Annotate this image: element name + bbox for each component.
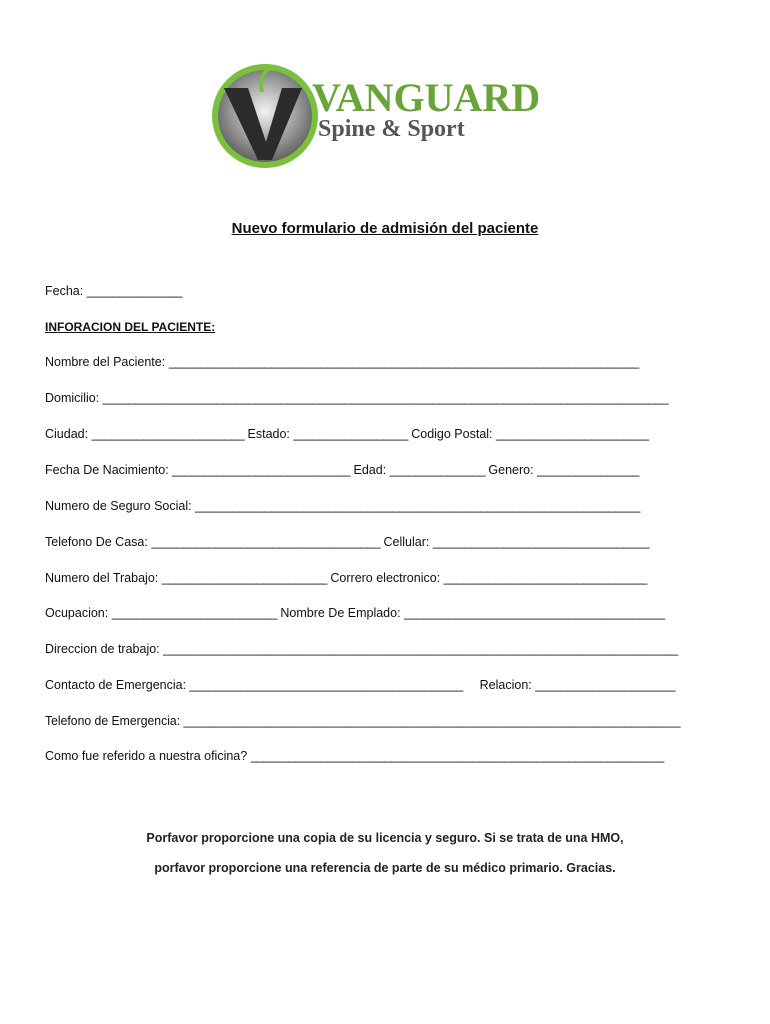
ocupacion-row xyxy=(45,605,664,621)
genero-field[interactable]: ________________ xyxy=(537,463,639,477)
telefono-casa-field[interactable]: ____________________________________ xyxy=(151,535,380,549)
telefono-row xyxy=(45,534,649,550)
fecha-nacimiento-label: Fecha De Nacimiento: xyxy=(45,463,169,477)
empleado-label: Nombre De Emplado: xyxy=(280,606,401,620)
numero-trabajo-label: Numero del Trabajo: xyxy=(45,571,159,585)
fecha-label: Fecha: xyxy=(45,284,84,298)
cellular-field[interactable]: __________________________________ xyxy=(432,535,649,549)
seguro-social-label: Numero de Seguro Social: xyxy=(45,499,192,513)
note-line-1: Porfavor proporcione una copia de su licencia y seguro. Si se trata de una HMO, xyxy=(146,831,624,845)
edad-field[interactable]: _______________ xyxy=(389,463,485,477)
correo-label: Correro electronico: xyxy=(330,571,441,585)
numero-trabajo-field[interactable]: __________________________ xyxy=(161,571,327,585)
ocupacion-label: Ocupacion: xyxy=(45,606,109,620)
genero-label: Genero: xyxy=(488,463,534,477)
empleado-field[interactable]: _________________________________________ xyxy=(404,606,665,620)
direccion-trabajo-row xyxy=(45,641,678,657)
codigo-postal-field[interactable]: ________________________ xyxy=(496,427,649,441)
telefono-emergencia-label: Telefono de Emergencia: xyxy=(45,714,181,728)
edad-label: Edad: xyxy=(353,463,387,477)
relacion-label: Relacion: xyxy=(479,678,532,692)
emergencia-row xyxy=(45,677,675,693)
contacto-emergencia-label: Contacto de Emergencia: xyxy=(45,678,187,692)
telefono-casa-label: Telefono De Casa: xyxy=(45,535,148,549)
fecha-field[interactable]: _______________ xyxy=(86,284,182,298)
trabajo-correo-row xyxy=(45,570,647,586)
section-heading: INFORACION DEL PACIENTE: xyxy=(45,320,216,334)
nombre-paciente-label: Nombre del Paciente: xyxy=(45,355,166,369)
correo-field[interactable]: ________________________________ xyxy=(443,571,647,585)
cellular-label: Cellular: xyxy=(383,535,430,549)
ciudad-label: Ciudad: xyxy=(45,427,89,441)
telefono-emergencia-row xyxy=(45,713,680,729)
logo-brand: VANGUARD xyxy=(312,75,541,120)
direccion-trabajo-label: Direccion de trabajo: xyxy=(45,642,160,656)
note-line-2: porfavor proporcione una referencia de parte de su médico primario. Gracias. xyxy=(154,861,616,875)
form-title: Nuevo formulario de admisión del paciente xyxy=(231,220,539,237)
nombre-paciente-row xyxy=(45,354,639,370)
fecha-row xyxy=(45,283,182,299)
domicilio-label: Domicilio: xyxy=(45,391,100,405)
codigo-postal-label: Codigo Postal: xyxy=(411,427,493,441)
domicilio-row xyxy=(45,390,668,406)
ciudad-row xyxy=(45,426,648,442)
ocupacion-field[interactable]: __________________________ xyxy=(111,606,277,620)
referido-label: Como fue referido a nuestra oficina? xyxy=(45,749,248,763)
nombre-paciente-field[interactable]: __________________________________________________________________________ xyxy=(168,355,639,369)
estado-field[interactable]: __________________ xyxy=(293,427,408,441)
estado-label: Estado: xyxy=(247,427,290,441)
relacion-field[interactable]: ______________________ xyxy=(535,678,676,692)
referido-field[interactable]: _________________________________________________________________ xyxy=(250,749,664,763)
direccion-trabajo-field[interactable]: _________________________________________________________________________________ xyxy=(163,642,678,656)
referido-row xyxy=(45,748,664,764)
seguro-social-field[interactable]: ______________________________________________________________________ xyxy=(195,499,640,513)
logo-tagline: Spine & Sport xyxy=(318,116,465,142)
telefono-emergencia-field[interactable]: ________________________________________________________________________________ xyxy=(183,714,680,728)
fecha-nacimiento-field[interactable]: ____________________________ xyxy=(172,463,351,477)
seguro-social-row xyxy=(45,498,640,514)
domicilio-field[interactable]: _________________________________________________________________________________________ xyxy=(102,391,668,405)
contacto-emergencia-field[interactable]: ___________________________________________ xyxy=(189,678,463,692)
nacimiento-row xyxy=(45,462,639,478)
ciudad-field[interactable]: ________________________ xyxy=(91,427,245,441)
